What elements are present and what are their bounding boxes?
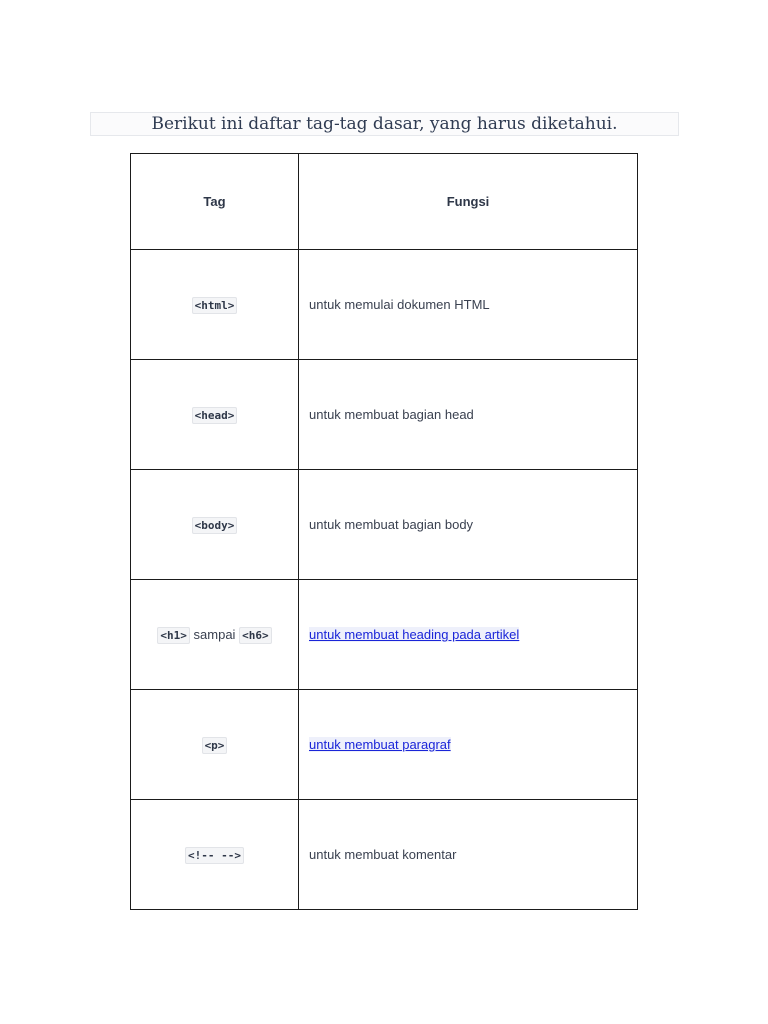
tag-cell [131, 800, 299, 910]
tag-code: <body> [192, 517, 238, 534]
tag-code-end: <h6> [239, 627, 272, 644]
tag-cell [131, 470, 299, 580]
table-header-row [131, 154, 638, 250]
tag-cell [131, 690, 299, 800]
intro-text: Berikut ini daftar tag-tag dasar, yang harus diketahui. [90, 112, 679, 136]
header-tag: Tag [131, 154, 299, 250]
tag-code: <head> [192, 407, 238, 424]
tag-code: <!-- --> [185, 847, 244, 864]
fungsi-link-paragraf[interactable]: untuk membuat paragraf [309, 737, 451, 752]
table-row [131, 360, 638, 470]
table-row [131, 580, 638, 690]
fungsi-cell [299, 580, 638, 690]
fungsi-cell [299, 690, 638, 800]
fungsi-link-heading[interactable]: untuk membuat heading pada artikel [309, 627, 520, 642]
table-row [131, 470, 638, 580]
tag-cell [131, 250, 299, 360]
tag-cell [131, 580, 299, 690]
table-row [131, 690, 638, 800]
tag-code: <p> [202, 737, 228, 754]
table-row [131, 800, 638, 910]
tag-code-start: <h1> [157, 627, 190, 644]
fungsi-cell: untuk membuat bagian head [299, 360, 638, 470]
fungsi-cell: untuk memulai dokumen HTML [299, 250, 638, 360]
fungsi-cell: untuk membuat bagian body [299, 470, 638, 580]
tag-range-word: sampai [193, 627, 236, 642]
tag-cell [131, 360, 299, 470]
header-fungsi: Fungsi [299, 154, 638, 250]
fungsi-cell: untuk membuat komentar [299, 800, 638, 910]
tag-code: <html> [192, 297, 238, 314]
tag-table [130, 153, 638, 910]
table-row [131, 250, 638, 360]
